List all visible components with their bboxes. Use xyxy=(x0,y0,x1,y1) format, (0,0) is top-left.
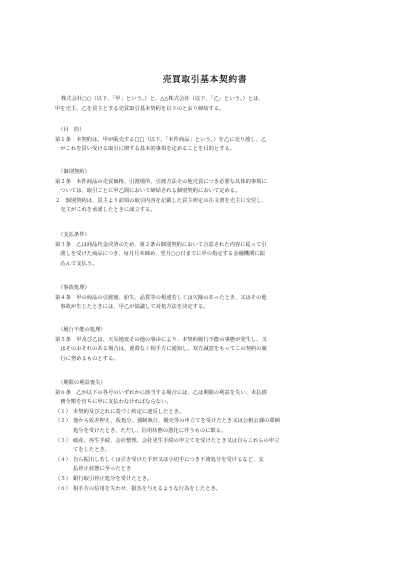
document-title: 売買取引基本契約書 xyxy=(162,75,248,85)
article-1 xyxy=(55,126,355,155)
item-line: 払停止状態に至ったとき xyxy=(73,466,132,473)
item-line: 処分を受けたとき、ただし、信用状態の悪化に伴うものに限る。 xyxy=(73,427,227,434)
item-number: （２） xyxy=(55,418,71,425)
section-line: 第３条 乙は商品代金決済のため、第２条の個別契約において合意された内容に従って引 xyxy=(55,241,267,248)
section-line: 第１条 本契約は、甲が販売する□□（以下、「本件商品」という。）を乙に売り渡し、乙 xyxy=(55,136,267,143)
section-line: 第２条 本件商品の売買価格、引渡場所、引渡方法その他売買につき必要な具体的事項に xyxy=(55,178,267,185)
section-line: はそのおそれのある場合は、遅滞なく相手方に通知し、双方誠意をもってこの契約の履 xyxy=(55,346,267,353)
item-line: 相手方の信用を失わせ、損害を与えるような行為をしたとき。 xyxy=(73,485,221,492)
section-line: 第５条 甲及び乙は、天災地変その他の事由により、本契約履行不能の事態が発生し、又 xyxy=(55,336,267,343)
item-line: 銀行取引停止処分を受けたとき。 xyxy=(73,475,153,482)
section-heading: （事故処理） xyxy=(58,285,90,291)
item-number: （１） xyxy=(55,408,71,415)
item-line: 破産、再生手続、会社整理、会社更生手続の申立てを受けたとき又は自らこれらの申立 xyxy=(73,437,280,444)
section-heading: （期限の利益喪失） xyxy=(58,380,106,386)
item-line: 他から仮差押え、仮処分、強制執行、競売等の申立てを受けたとき又は公租公課の滞納 xyxy=(73,418,280,425)
article-4 xyxy=(55,284,355,313)
article-6 xyxy=(55,379,355,494)
section-line: 込んで支払う。 xyxy=(55,260,98,267)
section-line: 事故が生じたときには、甲乙が協議して対処方法を決定する。 xyxy=(55,304,209,311)
section-line: ついては、取引ごとに甲乙間において締結される個別契約において定める。 xyxy=(55,188,241,195)
list-item xyxy=(55,456,355,475)
list-item xyxy=(55,417,355,436)
article-3 xyxy=(55,231,355,269)
preamble-line: 株式会社○○（以下、「甲」という。）と、△△株式会社（以下、「乙」という。）とは、 xyxy=(61,96,264,102)
section-line: 第４条 甲の商品の引渡後、紛失、品質等の相違若しくは欠陥のあったとき、又はその他 xyxy=(55,294,267,301)
contract-page xyxy=(55,0,355,566)
article-2 xyxy=(55,168,355,216)
section-line: 務全額を直ちに甲に支払わなければならない。 xyxy=(55,399,172,406)
list-item xyxy=(55,485,355,495)
section-heading: （個別契約） xyxy=(58,169,90,175)
section-heading: （目 的） xyxy=(58,127,85,133)
item-number: （４） xyxy=(55,456,71,463)
section-heading: （支払条件） xyxy=(58,232,90,238)
list-item xyxy=(55,437,355,456)
item-line: 自ら振出し若しくは引き受けた手形又は小切手につき不渡処分を受けるなど、支 xyxy=(73,456,264,463)
item-line: 本契約及び之れに基づく約定に違反したとき。 xyxy=(73,408,185,415)
section-line: ２ 個別契約は、買主より前項の取引内容を記載した買主所定の注文書を売主に交付し、 xyxy=(55,197,267,204)
section-heading: （履行不能の処理） xyxy=(58,327,106,333)
section-line: 売主がこれを承諾したときに成立する。 xyxy=(55,207,156,214)
article-5 xyxy=(55,326,355,364)
item-number: （３） xyxy=(55,437,71,444)
item-number: （５） xyxy=(55,475,71,482)
section-line: 渡しを受けた商品につき、毎月月末締め、翌月○○日までに甲の指定する金融機関に振 xyxy=(55,251,265,258)
section-line: 行に努めるものとする。 xyxy=(55,355,119,362)
item-number: （６） xyxy=(55,485,71,492)
section-line: 第６条 乙が以下の各号のいずれかに該当する場合には、乙は期限の利益を失い、未払債 xyxy=(55,389,267,396)
item-line: てをしたとき。 xyxy=(73,447,110,454)
preamble xyxy=(55,95,355,114)
list-item xyxy=(55,475,355,485)
preamble-line: 甲を売主、乙を買主とする売買取引基本契約を以下のとおり締結する。 xyxy=(55,105,225,112)
list-item xyxy=(55,408,355,418)
section-line: がこれを買い受ける取引に関する基本的事項を定めることを目的とする。 xyxy=(55,146,236,153)
